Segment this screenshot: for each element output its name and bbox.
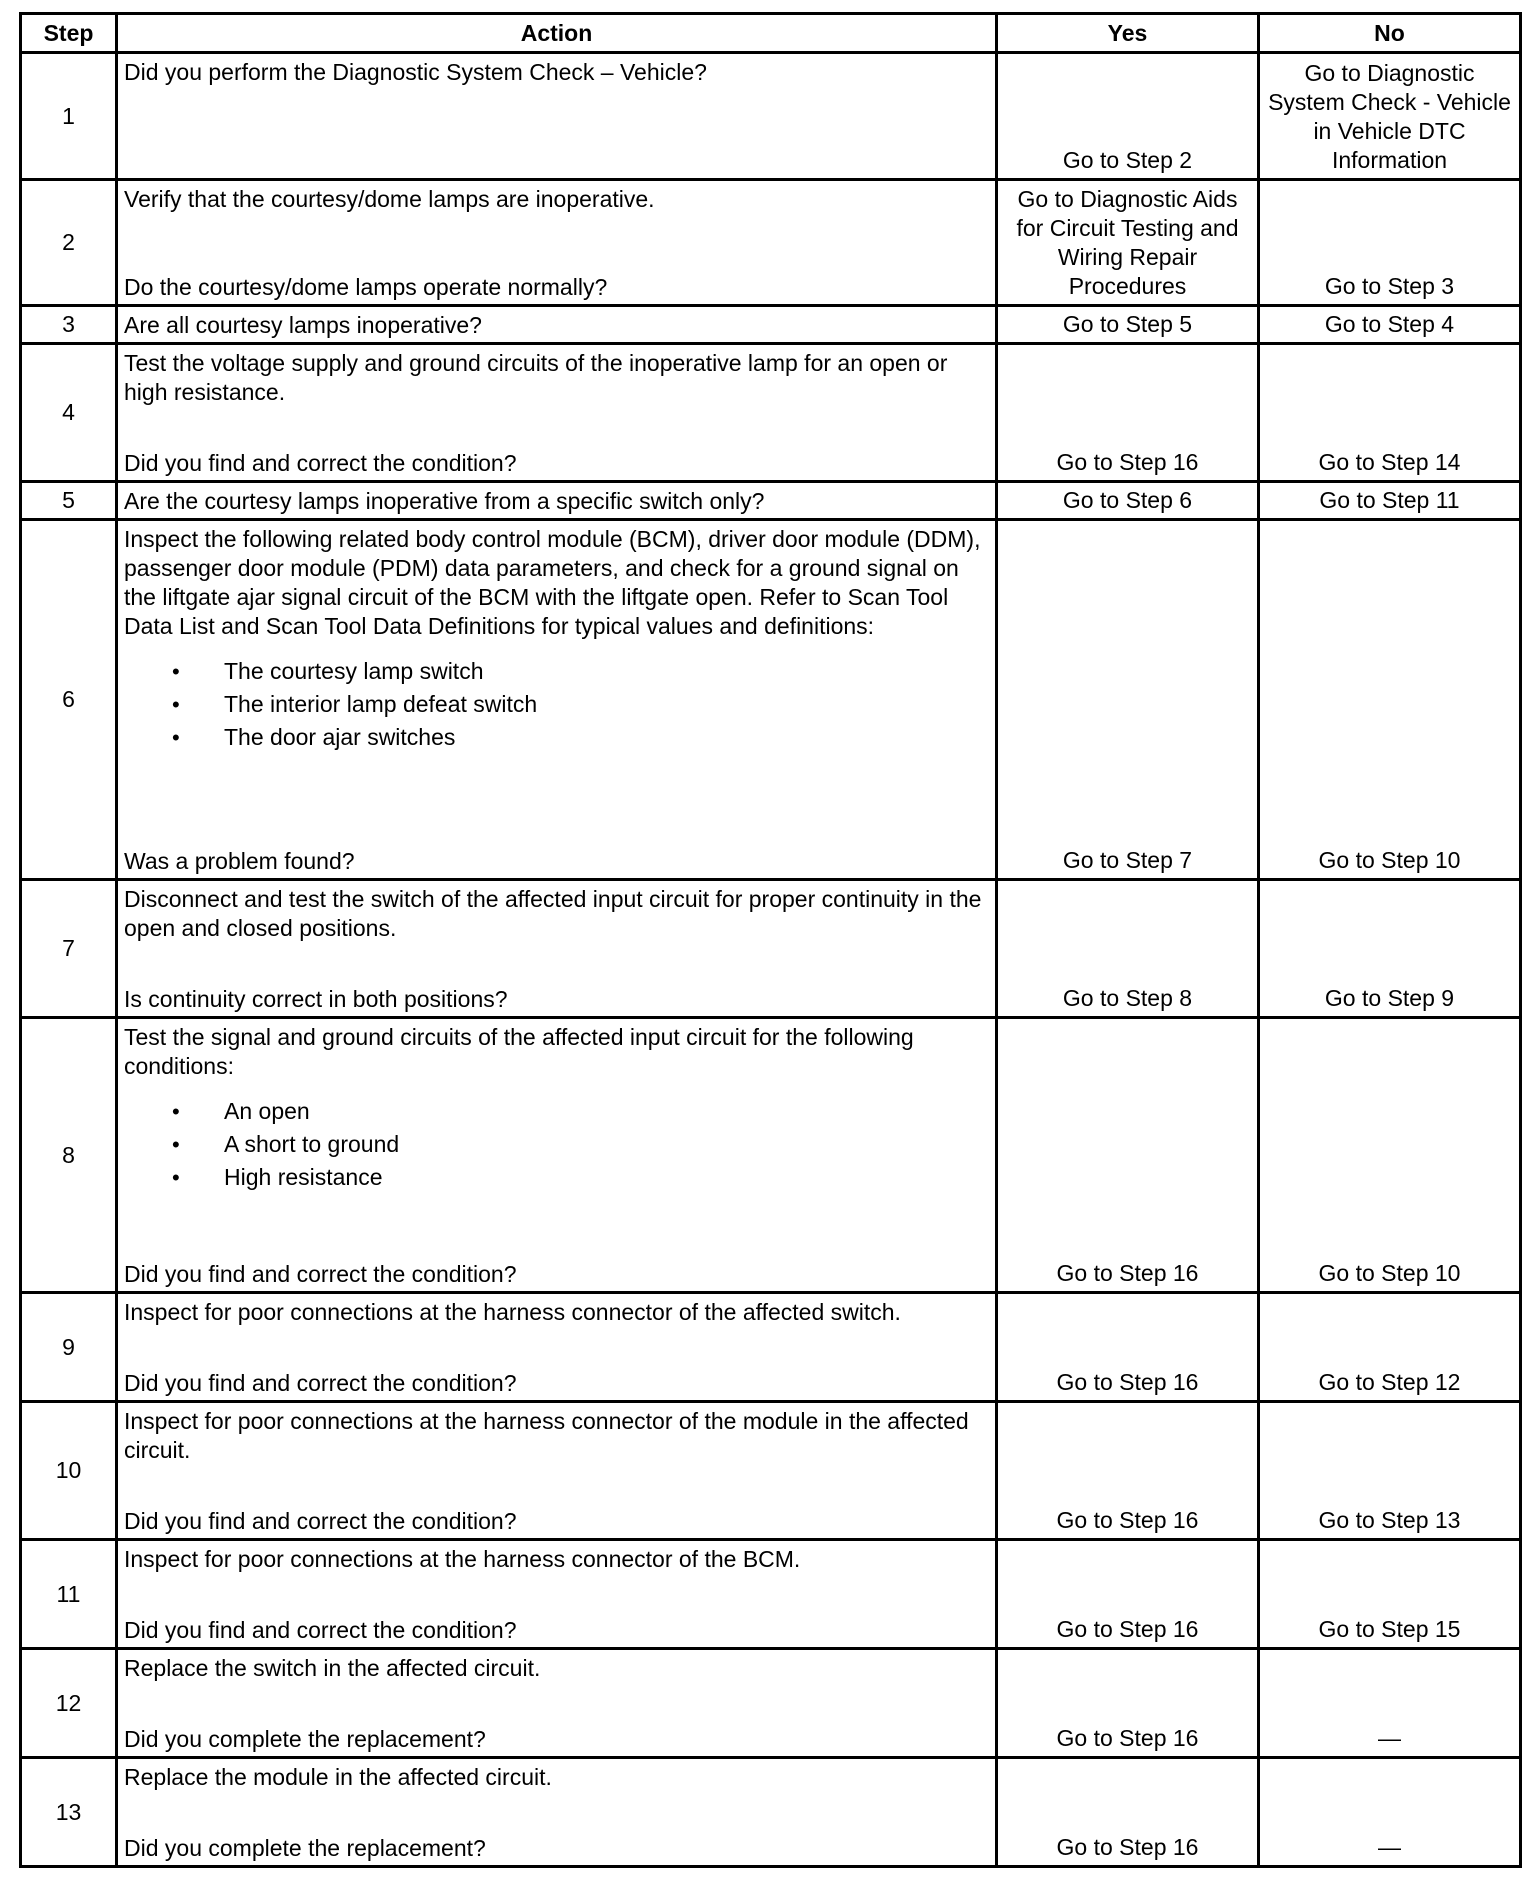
action-question: Did you find and correct the condition? bbox=[124, 1508, 517, 1534]
yes-result: Go to Step 16 bbox=[997, 1293, 1259, 1402]
table-row bbox=[21, 1018, 1521, 1293]
action-question: Did you find and correct the condition? bbox=[124, 1370, 517, 1396]
action-content bbox=[124, 349, 989, 478]
action-cell bbox=[117, 1649, 997, 1758]
header-action: Action bbox=[117, 14, 997, 53]
table-body bbox=[21, 53, 1521, 1867]
action-text: Disconnect and test the switch of the affected input circuit for proper continuity in the open and closed positions. bbox=[124, 886, 982, 941]
yes-result: Go to Diagnostic Aids for Circuit Testing and Wiring Repair Procedures bbox=[997, 180, 1259, 306]
action-content bbox=[124, 1407, 989, 1536]
action-text: Replace the switch in the affected circuit. bbox=[124, 1655, 541, 1681]
table-row bbox=[21, 180, 1521, 306]
step-number: 5 bbox=[21, 482, 117, 520]
action-cell bbox=[117, 520, 997, 880]
action-text: Are all courtesy lamps inoperative? bbox=[124, 312, 482, 338]
yes-result: Go to Step 16 bbox=[997, 1540, 1259, 1649]
action-instructions bbox=[124, 1407, 989, 1465]
header-no: No bbox=[1259, 14, 1521, 53]
step-number: 13 bbox=[21, 1758, 117, 1867]
action-cell bbox=[117, 1018, 997, 1293]
action-content bbox=[124, 487, 989, 516]
action-text: Inspect for poor connections at the harness connector of the module in the affected circuit. bbox=[124, 1408, 969, 1463]
step-number: 10 bbox=[21, 1402, 117, 1540]
action-question: Did you complete the replacement? bbox=[124, 1726, 486, 1752]
table-row bbox=[21, 1649, 1521, 1758]
yes-result: Go to Step 16 bbox=[997, 1402, 1259, 1540]
action-cell bbox=[117, 1540, 997, 1649]
step-number: 2 bbox=[21, 180, 117, 306]
step-number: 9 bbox=[21, 1293, 117, 1402]
step-number: 8 bbox=[21, 1018, 117, 1293]
step-number: 11 bbox=[21, 1540, 117, 1649]
table-row bbox=[21, 1758, 1521, 1867]
action-question: Did you complete the replacement? bbox=[124, 1835, 486, 1861]
no-result: Go to Step 3 bbox=[1259, 180, 1521, 306]
header-row bbox=[21, 14, 1521, 53]
table-row bbox=[21, 53, 1521, 180]
action-content bbox=[124, 311, 989, 340]
action-cell bbox=[117, 1293, 997, 1402]
no-result: Go to Step 12 bbox=[1259, 1293, 1521, 1402]
no-result: Go to Step 11 bbox=[1259, 482, 1521, 520]
bullet-list bbox=[124, 655, 989, 754]
action-instructions bbox=[124, 349, 989, 407]
action-text: Test the voltage supply and ground circuits of the inoperative lamp for an open or high resistance. bbox=[124, 350, 948, 405]
action-content bbox=[124, 885, 989, 1014]
yes-result: Go to Step 5 bbox=[997, 306, 1259, 344]
action-cell bbox=[117, 880, 997, 1018]
table-row bbox=[21, 482, 1521, 520]
diagnostic-table bbox=[19, 12, 1522, 1868]
bullet-list bbox=[124, 1095, 989, 1194]
action-text: Inspect for poor connections at the harness connector of the affected switch. bbox=[124, 1299, 901, 1325]
action-text: Replace the module in the affected circuit. bbox=[124, 1764, 552, 1790]
table-row bbox=[21, 1540, 1521, 1649]
action-text: Test the signal and ground circuits of the affected input circuit for the following conditions: bbox=[124, 1024, 914, 1079]
action-instructions bbox=[124, 1545, 989, 1574]
action-instructions bbox=[124, 58, 989, 87]
action-instructions bbox=[124, 311, 989, 340]
header-step: Step bbox=[21, 14, 117, 53]
action-text: Inspect the following related body control module (BCM), driver door module (DDM), passenger door module (PDM) data parameters, and check for a ground signal on the liftgate ajar signal circuit of the BCM with the liftgate open. Refer to Scan Tool Data List and Scan Tool Data Definitions for typical values and definitions: bbox=[124, 526, 981, 639]
action-text: Are the courtesy lamps inoperative from a specific switch only? bbox=[124, 488, 765, 514]
action-instructions bbox=[124, 1763, 989, 1792]
action-content bbox=[124, 1763, 989, 1863]
action-instructions bbox=[124, 1023, 989, 1198]
step-number: 12 bbox=[21, 1649, 117, 1758]
bullet-item: • An open bbox=[224, 1095, 989, 1128]
yes-result: Go to Step 7 bbox=[997, 520, 1259, 880]
action-question: Do the courtesy/dome lamps operate normally? bbox=[124, 274, 608, 300]
action-instructions bbox=[124, 525, 989, 758]
no-result: — bbox=[1259, 1758, 1521, 1867]
action-cell bbox=[117, 482, 997, 520]
table-row bbox=[21, 1293, 1521, 1402]
bullet-item: • High resistance bbox=[224, 1161, 989, 1194]
no-result: Go to Step 9 bbox=[1259, 880, 1521, 1018]
action-cell bbox=[117, 53, 997, 180]
yes-result: Go to Step 8 bbox=[997, 880, 1259, 1018]
bullet-item: • The courtesy lamp switch bbox=[224, 655, 989, 688]
header-yes: Yes bbox=[997, 14, 1259, 53]
no-result: — bbox=[1259, 1649, 1521, 1758]
table-row bbox=[21, 1402, 1521, 1540]
action-text: Inspect for poor connections at the harness connector of the BCM. bbox=[124, 1546, 801, 1572]
bullet-item: • The door ajar switches bbox=[224, 721, 989, 754]
step-number: 7 bbox=[21, 880, 117, 1018]
action-cell bbox=[117, 1402, 997, 1540]
no-result: Go to Step 10 bbox=[1259, 520, 1521, 880]
action-content bbox=[124, 185, 989, 302]
action-instructions bbox=[124, 1298, 989, 1327]
action-question: Did you find and correct the condition? bbox=[124, 450, 517, 476]
table-row bbox=[21, 880, 1521, 1018]
action-instructions bbox=[124, 185, 989, 214]
no-result: Go to Step 14 bbox=[1259, 344, 1521, 482]
action-cell bbox=[117, 306, 997, 344]
bullet-item: • A short to ground bbox=[224, 1128, 989, 1161]
action-text: Did you perform the Diagnostic System Check – Vehicle? bbox=[124, 59, 707, 85]
no-result: Go to Step 4 bbox=[1259, 306, 1521, 344]
yes-result: Go to Step 2 bbox=[997, 53, 1259, 180]
action-cell bbox=[117, 1758, 997, 1867]
yes-result: Go to Step 6 bbox=[997, 482, 1259, 520]
action-content bbox=[124, 1654, 989, 1754]
yes-result: Go to Step 16 bbox=[997, 1649, 1259, 1758]
action-instructions bbox=[124, 885, 989, 943]
action-question: Did you find and correct the condition? bbox=[124, 1261, 517, 1287]
yes-result: Go to Step 16 bbox=[997, 1758, 1259, 1867]
bullet-item: • The interior lamp defeat switch bbox=[224, 688, 989, 721]
action-instructions bbox=[124, 1654, 989, 1683]
step-number: 3 bbox=[21, 306, 117, 344]
no-result: Go to Diagnostic System Check - Vehicle in Vehicle DTC Information bbox=[1259, 53, 1521, 180]
table-row bbox=[21, 520, 1521, 880]
step-number: 6 bbox=[21, 520, 117, 880]
action-instructions bbox=[124, 487, 989, 516]
step-number: 1 bbox=[21, 53, 117, 180]
action-question: Did you find and correct the condition? bbox=[124, 1617, 517, 1643]
action-question: Is continuity correct in both positions? bbox=[124, 986, 508, 1012]
yes-result: Go to Step 16 bbox=[997, 1018, 1259, 1293]
action-content bbox=[124, 525, 989, 876]
action-cell bbox=[117, 180, 997, 306]
action-question: Was a problem found? bbox=[124, 848, 355, 874]
action-content bbox=[124, 1023, 989, 1289]
action-text: Verify that the courtesy/dome lamps are inoperative. bbox=[124, 186, 655, 212]
step-number: 4 bbox=[21, 344, 117, 482]
action-content bbox=[124, 1298, 989, 1398]
no-result: Go to Step 13 bbox=[1259, 1402, 1521, 1540]
no-result: Go to Step 10 bbox=[1259, 1018, 1521, 1293]
action-content bbox=[124, 58, 989, 176]
table-row bbox=[21, 306, 1521, 344]
yes-result: Go to Step 16 bbox=[997, 344, 1259, 482]
table-row bbox=[21, 344, 1521, 482]
action-cell bbox=[117, 344, 997, 482]
action-content bbox=[124, 1545, 989, 1645]
no-result: Go to Step 15 bbox=[1259, 1540, 1521, 1649]
